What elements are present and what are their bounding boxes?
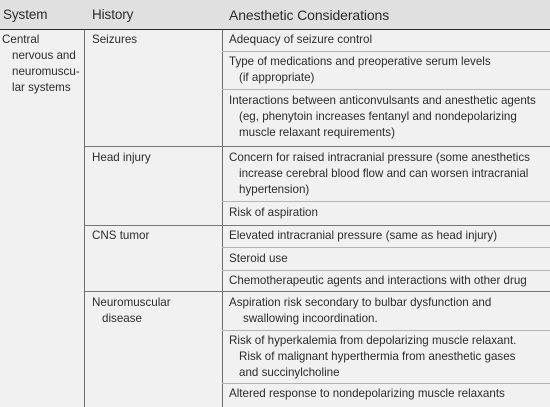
system-cell: [2, 32, 80, 96]
header-anesthetic-considerations: Anesthetic Considerations: [229, 7, 390, 23]
consideration-line: Interactions between anticonvulsants and anesthetic agents: [229, 94, 536, 107]
consideration-line: Steroid use: [229, 252, 288, 265]
row-divider: [84, 225, 550, 226]
history-label: Neuromuscular: [92, 296, 171, 309]
system-line: Central: [2, 33, 40, 46]
consideration-item: [229, 54, 491, 86]
row-divider: [84, 146, 550, 147]
consideration-line: muscle relaxant requirements): [239, 126, 395, 139]
consideration-item: [229, 150, 530, 198]
header-history: History: [92, 7, 134, 22]
consideration-line: Risk of hyperkalemia from depolarizing muscle relaxant.: [229, 334, 517, 347]
consideration-line: (if appropriate): [239, 71, 315, 84]
item-divider: [222, 330, 550, 331]
consideration-line: hypertension): [239, 183, 310, 196]
table-header: [0, 0, 550, 30]
consideration-line: Adequacy of seizure control: [229, 33, 373, 46]
history-cns-tumor: [92, 228, 149, 244]
consideration-line: Chemotherapeutic agents and interactions with other drug: [229, 274, 527, 287]
consideration-line: (eg, phenytoin increases fentanyl and nondepolarizing: [239, 110, 517, 123]
column-divider-system: [84, 30, 85, 407]
item-divider: [222, 270, 550, 271]
consideration-item: [229, 251, 288, 267]
item-divider: [222, 51, 550, 52]
consideration-line: Risk of aspiration: [229, 206, 318, 219]
consideration-item: [229, 228, 497, 244]
header-system: System: [3, 7, 48, 22]
consideration-line: Elevated intracranial pressure (same as head injury): [229, 229, 498, 242]
item-divider: [222, 201, 550, 202]
system-line: nervous and: [12, 49, 76, 62]
consideration-item: [229, 295, 491, 327]
column-divider-history: [222, 30, 223, 407]
consideration-line: swallowing incoordination.: [243, 312, 378, 325]
item-divider: [222, 383, 550, 384]
history-label: CNS tumor: [92, 229, 150, 242]
consideration-item: [229, 32, 372, 48]
consideration-line: Altered response to nondepolarizing muscle relaxants: [229, 387, 505, 400]
history-label: Head injury: [92, 151, 151, 164]
history-head-injury: [92, 150, 151, 166]
consideration-item: [229, 205, 318, 221]
history-neuromuscular-disease: [92, 295, 171, 327]
history-seizures: [92, 32, 137, 48]
consideration-line: Risk of malignant hyperthermia from anesthetic gases: [239, 350, 516, 363]
consideration-item: [229, 386, 505, 402]
item-divider: [222, 247, 550, 248]
row-divider: [84, 291, 550, 292]
consideration-line: Type of medications and preoperative serum levels: [229, 55, 491, 68]
history-label: Seizures: [92, 33, 138, 46]
consideration-item: [229, 273, 527, 289]
system-line: lar systems: [12, 81, 71, 94]
consideration-line: increase cerebral blood flow and can worsen intracranial: [239, 167, 529, 180]
consideration-item: [229, 93, 536, 141]
consideration-item: [229, 333, 516, 381]
item-divider: [222, 89, 550, 90]
consideration-line: Concern for raised intracranial pressure (some anesthetics: [229, 151, 530, 164]
consideration-line: and succinylcholine: [239, 366, 340, 379]
history-label: disease: [102, 312, 142, 325]
system-line: neuromuscu-: [12, 65, 80, 78]
consideration-line: Aspiration risk secondary to bulbar dysfunction and: [229, 296, 492, 309]
